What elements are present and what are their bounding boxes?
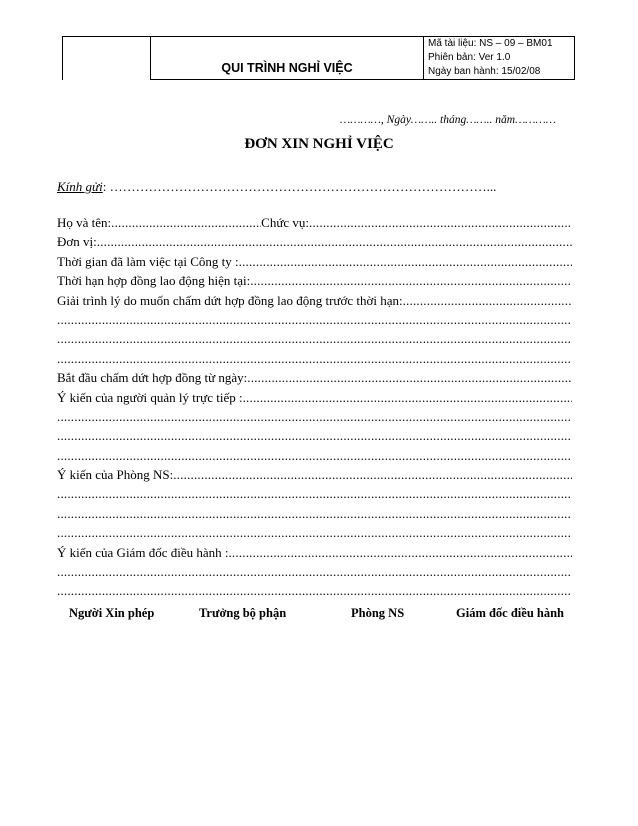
page-title: ĐƠN XIN NGHỈ VIỆC — [244, 136, 394, 152]
manager-opinion-line — [57, 407, 572, 426]
position-label: Chức vụ: — [261, 215, 310, 230]
signature-director: Giám đốc điều hành — [456, 606, 565, 620]
manager-opinion-field[interactable] — [243, 388, 572, 407]
manager-opinion-line-field[interactable] — [57, 426, 572, 445]
resignation-form — [57, 213, 572, 601]
signature-applicant: Người Xin phép — [69, 606, 155, 620]
manager-opinion-line — [57, 446, 572, 465]
recipient-label: Kính gửi — [57, 179, 103, 194]
reason-row — [57, 291, 572, 310]
contract-term-row — [57, 271, 572, 290]
director-opinion-line-field[interactable] — [57, 562, 572, 581]
manager-opinion-line — [57, 426, 572, 445]
manager-opinion-line-field[interactable] — [57, 446, 572, 465]
unit-field[interactable] — [97, 232, 572, 251]
contract-term-label: Thời hạn hợp đồng lao động hiện tại: — [57, 273, 251, 289]
hr-opinion-line-field[interactable] — [57, 523, 572, 542]
document-header — [62, 36, 575, 80]
hr-opinion-line — [57, 523, 572, 542]
hr-opinion-row — [57, 465, 572, 484]
hr-opinion-line — [57, 484, 572, 503]
signature-department-head: Trưởng bộ phận — [199, 606, 287, 620]
reason-field[interactable] — [403, 291, 572, 310]
doc-code: Mã tài liệu: NS – 09 – BM01 — [428, 38, 553, 49]
hr-opinion-label: Ý kiến của Phòng NS: — [57, 467, 174, 483]
position-field[interactable] — [309, 213, 572, 232]
reason-line — [57, 310, 572, 329]
logo-cell — [63, 37, 151, 80]
director-opinion-row — [57, 543, 572, 562]
director-opinion-label: Ý kiến của Giám đốc điều hành : — [57, 544, 229, 560]
reason-line-field[interactable] — [57, 329, 572, 348]
start-date-row — [57, 368, 572, 387]
hr-opinion-line — [57, 504, 572, 523]
work-time-field[interactable] — [239, 252, 572, 271]
document-meta — [424, 37, 575, 80]
work-time-row — [57, 252, 572, 271]
start-date-label: Bắt đầu chấm dứt hợp đồng từ ngày: — [57, 370, 248, 386]
reason-line — [57, 329, 572, 348]
manager-opinion-label: Ý kiến của người quản lý trực tiếp : — [57, 389, 243, 405]
name-label: Họ và tên: — [57, 215, 112, 230]
signature-hr: Phòng NS — [351, 606, 405, 620]
doc-version: Phiên bản: Ver 1.0 — [428, 52, 511, 63]
hr-opinion-line-field[interactable] — [57, 504, 572, 523]
hr-opinion-field[interactable] — [173, 465, 572, 484]
unit-label: Đơn vị: — [57, 234, 97, 250]
director-opinion-field[interactable] — [228, 543, 572, 562]
start-date-field[interactable] — [247, 368, 572, 387]
reason-label: Giải trình lý do muốn chấm dứt hợp đồng lao động trước thời hạn: — [57, 292, 403, 308]
process-title: QUI TRÌNH NGHỈ VIỆC — [151, 37, 424, 80]
recipient-line — [57, 179, 496, 195]
contract-term-field[interactable] — [250, 271, 572, 290]
reason-line-field[interactable] — [57, 349, 572, 368]
manager-opinion-row — [57, 388, 572, 407]
manager-opinion-line-field[interactable] — [57, 407, 572, 426]
doc-issue-date: Ngày ban hành: 15/02/08 — [428, 66, 541, 77]
hr-opinion-line-field[interactable] — [57, 484, 572, 503]
name-position-row — [57, 213, 572, 232]
director-opinion-line-field[interactable] — [57, 581, 572, 600]
date-line: …………, Ngày…….. tháng…….. năm………… — [340, 114, 556, 126]
recipient-dots[interactable]: : ……………………………………………………………………………... — [102, 179, 497, 194]
director-opinion-line — [57, 581, 572, 600]
name-field[interactable] — [111, 213, 261, 232]
reason-line-field[interactable] — [57, 310, 572, 329]
director-opinion-line — [57, 562, 572, 581]
unit-row — [57, 232, 572, 251]
work-time-label: Thời gian đã làm việc tại Công ty : — [57, 253, 239, 269]
reason-line — [57, 349, 572, 368]
